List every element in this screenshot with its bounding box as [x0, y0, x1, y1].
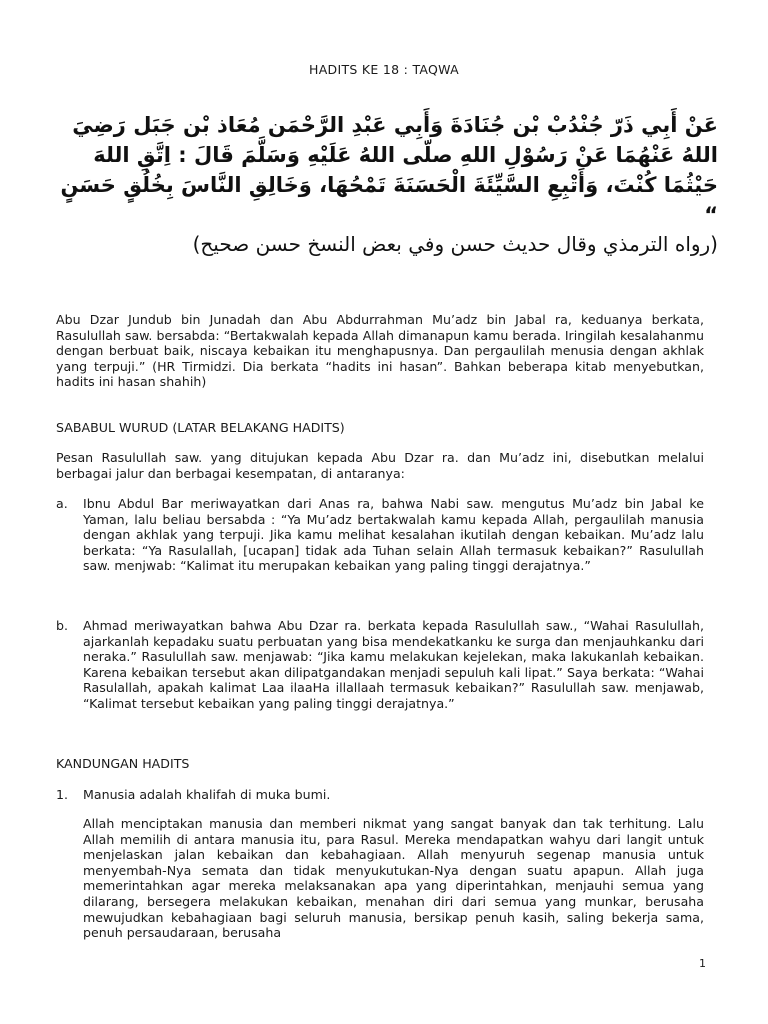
list-item-text: Ahmad meriwayatkan bahwa Abu Dzar ra. berkata kepada Rasulullah saw., “Wahai Rasulullah, ajarkanlah kepadaku suatu perbuatan yang bisa mendekatkanku ke surga dan menjauhkanku dari neraka.” Rasulullah saw. menjawab: “Jika kamu melakukan kejelekan, maka lakukanlah kebaikan. Karena kebaikan tersebut akan dilipatgandakan menjadi sepuluh kali lipat.” Saya berkata: “Wahai Rasulallah, apakah kalimat Laa ilaaHa illallaah termasuk kebaikan?” Rasulullah saw. menjawab, “Kalimat tersebut kebaikan yang paling tinggi derajatnya.” — [83, 618, 704, 711]
section-heading-sababul-wurud: SABABUL WURUD (LATAR BELAKANG HADITS) — [56, 420, 345, 435]
arabic-matn: عَنْ أَبِي ذَرّ جُنْدُبْ بْن جُنَادَةَ وَأَبِي عَبْدِ الرَّحْمَن مُعَاذ بْن جَبَل رَضِيَ اللهُ عَنْهُمَا عَنْ رَسُوْلِ اللهِ صلّى اللهُ عَلَيْهِ وَسَلَّمَ قَالَ : اِتَّقِ اللهَ حَيْثُمَا كُنْتَ، وَأَتْبِعِ السَّيِّئَةَ الْحَسَنَةَ تَمْحُهَا، وَخَالِقِ النَّاسَ بِخُلُقٍ حَسَنٍ “ — [60, 113, 718, 227]
translation-paragraph: Abu Dzar Jundub bin Junadah dan Abu Abdurrahman Mu’adz bin Jabal ra, keduanya berkata, Rasulullah saw. bersabda: “Bertakwalah kepada Allah dimanapun kamu berada. Iringilah kesalahanmu dengan berbuat baik, niscaya kebaikan itu menghapusnya. Dan pergaulilah menusia dengan akhlak yang terpuji.” (HR Tirmidzi. Dia berkata “hadits ini hasan”. Bahkan beberapa kitab menyebutkan, hadits ini hasan shahih) — [56, 312, 704, 390]
arabic-source-note: (رواه الترمذي وقال حديث حسن وفي بعض النسخ حسن صحيح) — [192, 232, 718, 256]
list-marker: b. — [56, 618, 68, 633]
list-marker: 1. — [56, 787, 69, 802]
section-heading-kandungan-hadits: KANDUNGAN HADITS — [56, 756, 190, 771]
list-item — [56, 618, 704, 712]
list-item-text: Manusia adalah khalifah di muka bumi. — [83, 787, 331, 802]
numbered-list-item — [56, 787, 704, 803]
document-title: HADITS KE 18 : TAQWA — [309, 62, 459, 77]
content-paragraph: Allah menciptakan manusia dan memberi nikmat yang sangat banyak dan tak terhitung. Lalu Allah memilih di antara manusia itu, para Rasul. Mereka mendapatkan wahyu dari langit untuk menjelaskan jalan kebaikan dan kebahagiaan. Allah menyuruh segenap manusia untuk menyembah-Nya semata dan tidak menyukutukan-Nya dengan suatu apapun. Allah juga memerintahkan agar mereka melaksanakan apa yang diperintahkan, menjauhi semua yang dilarang, bersegera melakukan kebaikan, menahan diri dari semua yang munkar, berusaha mewujudkan kebahagiaan bagi seluruh manusia, bersikap penuh kasih, saling bekerja sama, penuh persaudaraan, berusaha — [83, 816, 704, 941]
list-item-text: Ibnu Abdul Bar meriwayatkan dari Anas ra, bahwa Nabi saw. mengutus Mu’adz bin Jabal ke Yaman, lalu beliau bersabda : “Ya Mu’adz bertakwalah kamu kepada Allah, pergaulilah manusia dengan akhlak yang terpuji. Jika kamu melihat kesalahan ikutilah dengan kebaikan. Mu’adz lalu berkata: “Ya Rasulallah, [ucapan] tidak ada Tuhan selain Allah termasuk kebaikan?” Rasulullah saw. menjwab: “Kalimat itu merupakan kebaikan yang paling tinggi derajatnya.” — [83, 496, 704, 574]
page-number: 1 — [699, 957, 706, 970]
list-item — [56, 496, 704, 574]
arabic-hadith-text — [50, 110, 718, 259]
section-intro-paragraph: Pesan Rasulullah saw. yang ditujukan kepada Abu Dzar ra. dan Mu’adz ini, disebutkan melalui berbagai jalur dan berbagai kesempatan, di antaranya: — [56, 450, 704, 481]
list-marker: a. — [56, 496, 68, 511]
